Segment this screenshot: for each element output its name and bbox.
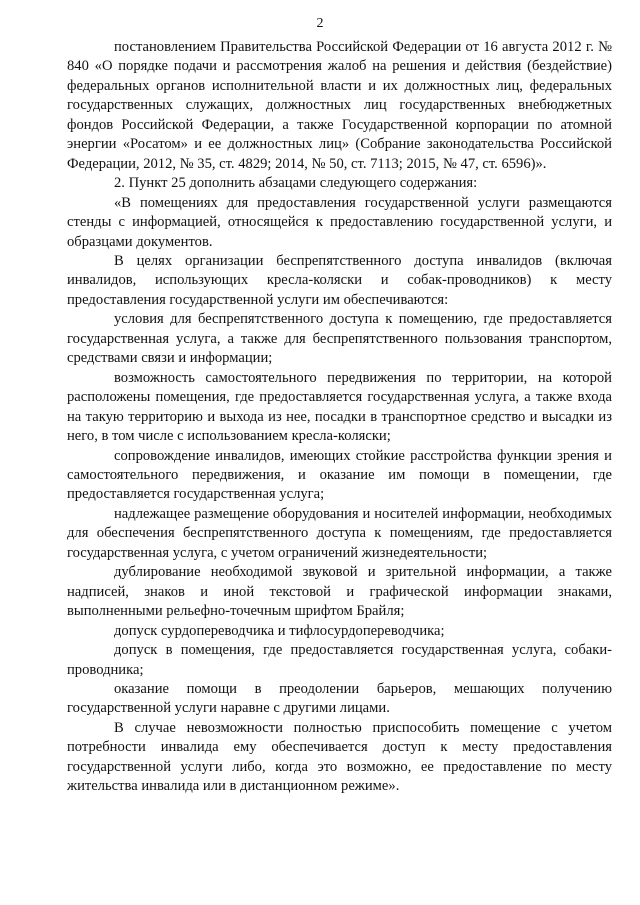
paragraph-accessibility-intro: В целях организации беспрепятственного доступа инвалидов (включая инвалидов, использующих кресла-коляски и собак-проводников) к месту предоставления государственной услуги им обеспечиваются: xyxy=(67,252,612,308)
page-number: 2 xyxy=(316,16,324,31)
document-body xyxy=(67,38,612,797)
paragraph-guide-dog: допуск в помещения, где предоставляется государственная услуга, собаки-проводника; xyxy=(67,642,612,678)
paragraph-access-conditions: условия для беспрепятственного доступа к помещению, где предоставляется государственная услуга, а также для беспрепятственного пользования транспортом, средствами связи и информации; xyxy=(67,311,612,367)
paragraph-barrier-assistance: оказание помощи в преодолении барьеров, мешающих получению государственной услуги наравне с другими лицами. xyxy=(67,680,612,717)
paragraph-sign-interpreter: допуск сурдопереводчика и тифлосурдопереводчика; xyxy=(114,622,445,639)
paragraph-independent-movement: возможность самостоятельного передвижения по территории, на которой расположены помещения, где предоставляется государственная услуга, а также входа на такую территорию и выхода из нее, посадки в транспортное средство и высадки из него, в том числе с использованием кресла-коляски; xyxy=(67,369,612,445)
paragraph-information-duplication: дублирование необходимой звуковой и зрительной информации, а также надписей, знаков и иной текстовой и графической информации знаками, выполненными рельефно-точечным шрифтом Брайля; xyxy=(67,564,612,620)
paragraph-equipment-placement: надлежащее размещение оборудования и носителей информации, необходимых для обеспечения беспрепятственного доступа к помещениям, где предоставляется государственная услуга, с учетом ограничений жизнедеятельности; xyxy=(67,505,612,561)
paragraph-escort: сопровождение инвалидов, имеющих стойкие расстройства функции зрения и самостоятельного передвижения, и оказание им помощи в помещении, где предоставляется государственная услуга; xyxy=(67,447,612,503)
paragraph-remote-service: В случае невозможности полностью приспособить помещение с учетом потребности инвалида ему обеспечивается доступ к месту предоставления государственной услуги либо, когда это возможно, ее предоставление по месту жительства инвалида или в дистанционном режиме». xyxy=(67,719,612,795)
paragraph-continuation: постановлением Правительства Российской Федерации от 16 августа 2012 г. № 840 «О порядке подачи и рассмотрения жалоб на решения и действия (бездействие) федеральных органов исполнительной власти и их должностных лиц, федеральных государственных служащих, должностных лиц государственных внебюджетных фондов Российской Федерации, а также Государственной корпорации по атомной энергии «Росатом» и ее должностных лиц» (Собрание законодательства Российской Федерации, 2012, № 35, ст. 4829; 2014, № 50, ст. 7113; 2015, № 47, ст. 6596)». xyxy=(67,39,612,172)
paragraph-item-2: 2. Пункт 25 дополнить абзацами следующего содержания: xyxy=(114,175,478,192)
paragraph-stands-info: «В помещениях для предоставления государственной услуги размещаются стенды с информацией, относящейся к предоставлению государственной услуги, и образцами документов. xyxy=(67,194,612,250)
